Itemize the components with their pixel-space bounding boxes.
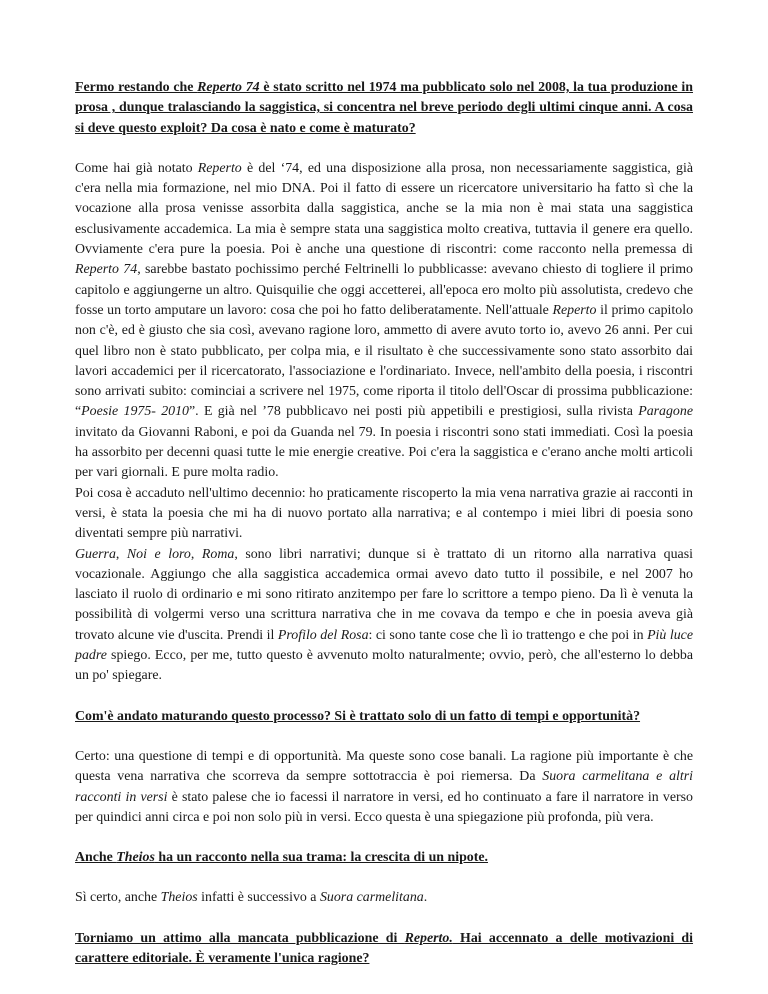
answer-3: Sì certo, anche Theios infatti è successivo a Suora carmelitana. — [75, 890, 428, 906]
question-4: Torniamo un attimo alla mancata pubblicazione di Reperto. Hai accennato a delle motivazioni di carattere editoriale. È veramente l'unica ragione? — [75, 930, 694, 966]
question-2: Com'è andato maturando questo processo? Si è trattato solo di un fatto di tempi e opportunità? — [75, 708, 641, 724]
question-1: Fermo restando che Reperto 74 è stato scritto nel 1974 ma pubblicato solo nel 2008, la tua produzione in prosa , dunque tralasciando la saggistica, si concentra nel breve periodo degli ultimi cinque anni. A cosa si deve questo exploit? Da cosa è nato e come è maturato? — [75, 80, 693, 136]
answer-1-paragraph-3: Guerra, Noi e loro, Roma, sono libri narrativi; dunque si è trattato di un ritorno alla narrativa quasi vocazionale. Aggiungo che alla saggistica accademica ormai avevo dato tutto il possibile, e nel 2007 ho lasciato il ruolo di ordinario e mi sono ritirato anzitempo per fare lo scrittore a tempo pieno. Da lì è venuta la possibilità di volgermi verso una scrittura narrativa che in me covava da tempo e che in poesia aveva già trovato alcune vie d'uscita. Prendi il Profilo del Rosa: ci sono tante cose che lì io trattengo e che poi in Più luce padre spiego. Ecco, per me, tutto questo è avvenuto molto naturalmente; ovvio, però, che all'esterno lo debba un po' spiegare. — [75, 546, 693, 684]
answer-1-paragraph-1: Come hai già notato Reperto è del ‘74, ed una disposizione alla prosa, non necessariamente saggistica, già c'era nella mia formazione, nel mio DNA. Poi il fatto di essere un ricercatore universitario ha fatto sì che la vocazione alla prosa venisse assorbita dalla saggistica, anche se la mia non è mai stata una saggistica esclusivamente accademica. La mia è sempre stata una saggistica molto creativa, tuttavia il genere era quello. Ovviamente c'era pure la poesia. Poi è anche una questione di riscontri: come racconto nella premessa di Reperto 74, sarebbe bastato pochissimo perché Feltrinelli lo pubblicasse: avevano chiesto di togliere il primo capitolo e aggiungerne un altro. Quisquilie che oggi accetterei, all'epoca ero molto più assolutista, credevo che fosse un torto amputare un lavoro: cosa che poi ho fatto deliberatamente. Nell'attuale Reperto il primo capitolo non c'è, ed è giusto che sia così, avevano ragione loro, ammetto di avere avuto torto io, avevo 26 anni. Per cui quel libro non è stato pubblicato, per colpa mia, e il risultato è che successivamente sono stato assorbito dai lavori accademici per il ricercatorato, l'associazione e l'ordinariato. Invece, nell'ambito della poesia, i riscontri sono arrivati subito: cominciai a scrivere nel 1975, come riporta il titolo dell'Oscar di prossima pubblicazione: “Poesie 1975- 2010”. E già nel ’78 pubblicavo nei posti più appetibili e prestigiosi, sulla rivista Paragone invitato da Giovanni Raboni, e poi da Guanda nel 79. In poesia i riscontri sono stati immediati. Così la poesia ha assorbito per decenni quasi tutte le mie energie creative. Poi c'era la saggistica e c'erano anche molti articoli per vari giornali. E pure molta radio. — [75, 160, 694, 481]
answer-1-paragraph-2: Poi cosa è accaduto nell'ultimo decennio: ho praticamente riscoperto la mia vena narrativa grazie ai racconti in versi, è stata la poesia che mi ha di nuovo portato alla narrativa; e al contempo i miei libri di poesia sono diventati sempre più narrativi. — [75, 485, 693, 542]
document-page — [75, 78, 693, 969]
answer-2: Certo: una questione di tempi e di opportunità. Ma queste sono cose banali. La ragione più importante è che questa vena narrativa che scorreva da sempre sottotraccia è poi riemersa. Da Suora carmelitana e altri racconti in versi è stato palese che io facessi il narratore in versi, ed ho continuato a fare il narratore in verso per quindici anni circa e poi non solo più in versi. Ecco questa è una spiegazione più profonda, più vera. — [75, 748, 694, 825]
question-3: Anche Theios ha un racconto nella sua trama: la crescita di un nipote. — [75, 850, 489, 866]
